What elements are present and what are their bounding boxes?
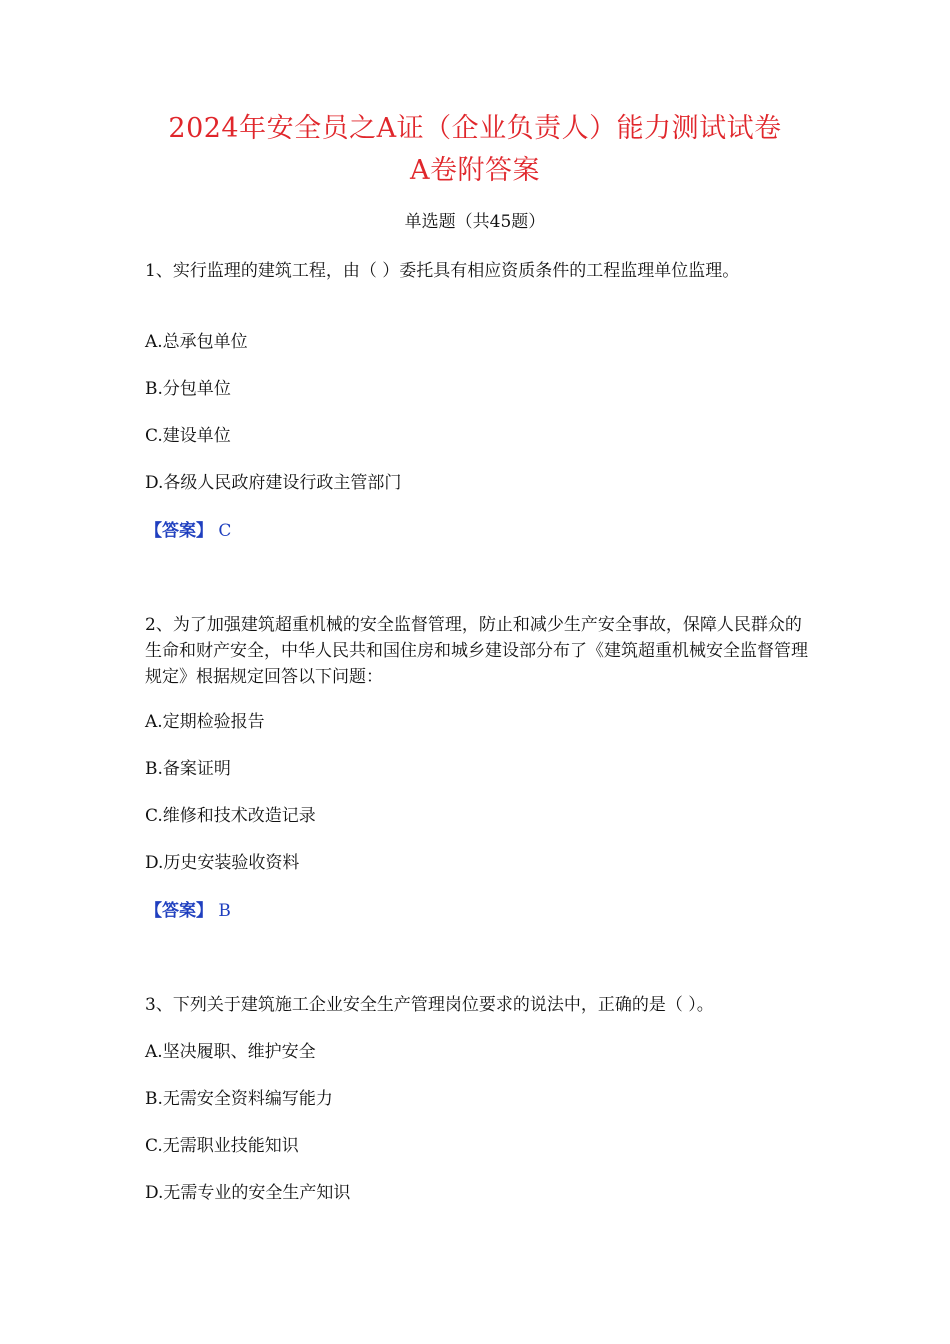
document-title xyxy=(95,108,855,192)
title-line-2: A卷附答案 xyxy=(410,155,540,186)
title-line-1: 2024年安全员之A证（企业负责人）能力测试试卷 xyxy=(168,113,782,144)
question-stem: 3、下列关于建筑施工企业安全生产管理岗位要求的说法中，正确的是（ ）。 xyxy=(145,995,714,1015)
option-c: C.无需职业技能知识 xyxy=(145,1136,299,1156)
option-b: B.分包单位 xyxy=(145,379,231,399)
option-b: B.无需安全资料编写能力 xyxy=(145,1089,333,1109)
option-a: A.坚决履职、维护安全 xyxy=(145,1042,316,1062)
option-c: C.建设单位 xyxy=(145,426,231,446)
option-d: D.历史安装验收资料 xyxy=(145,853,300,873)
option-d: D.各级人民政府建设行政主管部门 xyxy=(145,473,402,493)
answer-value: C xyxy=(218,521,232,541)
option-d: D.无需专业的安全生产知识 xyxy=(145,1183,351,1203)
answer-line xyxy=(145,519,231,543)
option-b: B.备案证明 xyxy=(145,759,231,779)
section-heading: 单选题（共45题） xyxy=(404,212,546,232)
option-a: A.总承包单位 xyxy=(145,332,248,352)
question-2 xyxy=(145,612,815,932)
question-stem: 2、为了加强建筑超重机械的安全监督管理，防止和减少生产安全事故，保障人民群众的生命和财产安全，中华人民共和国住房和城乡建设部分布了《建筑超重机械安全监督管理规定》根据规定回答以下问题： xyxy=(145,615,808,687)
answer-line xyxy=(145,899,231,923)
answer-value: B xyxy=(218,901,231,921)
option-a: A.定期检验报告 xyxy=(145,712,265,732)
question-stem: 1、实行监理的建筑工程，由（ ）委托具有相应资质条件的工程监理单位监理。 xyxy=(145,261,740,281)
option-c: C.维修和技术改造记录 xyxy=(145,806,316,826)
question-3 xyxy=(145,992,815,1212)
answer-tag: 【答案】 xyxy=(145,521,213,541)
question-1 xyxy=(145,258,815,548)
answer-tag: 【答案】 xyxy=(145,901,213,921)
